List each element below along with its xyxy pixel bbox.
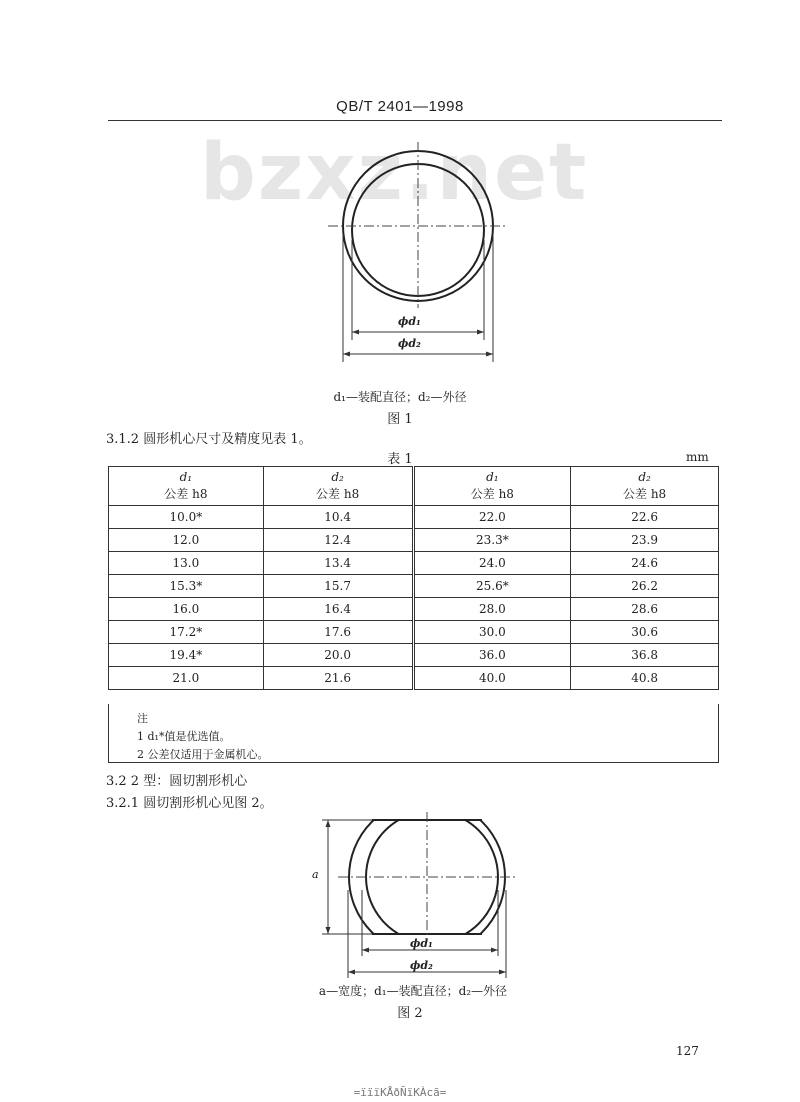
table-cell: 40.0 [413, 667, 571, 690]
table-cell: 13.0 [109, 552, 264, 575]
table-cell: 23.3* [413, 529, 571, 552]
header-cell: d₁ 公差 h8 [109, 467, 264, 506]
table-cell: 30.0 [413, 621, 571, 644]
figure-2-label-d2: ϕd₂ [410, 959, 433, 972]
table-row [109, 621, 719, 644]
table-cell: 10.0* [109, 506, 264, 529]
table-row [109, 506, 719, 529]
figure-1-drawing [310, 140, 530, 365]
table-cell: 28.0 [413, 598, 571, 621]
table-cell: 20.0 [263, 644, 413, 667]
footer-text: =ïïïKÅðÑïKÀcã= [353, 1086, 447, 1099]
notes-title: 注 [137, 712, 148, 725]
table-cell: 24.6 [571, 552, 719, 575]
table-1-unit: mm [686, 450, 709, 464]
page-number: 127 [676, 1044, 699, 1058]
figure-2-label-a: a [312, 868, 319, 881]
header-cell: d₂ 公差 h8 [571, 467, 719, 506]
figure-1-label-d2: ϕd₂ [398, 337, 421, 350]
table-cell: 15.3* [109, 575, 264, 598]
table-cell: 17.2* [109, 621, 264, 644]
figure-2-label-d1: ϕd₁ [410, 937, 433, 950]
table-cell: 30.6 [571, 621, 719, 644]
standard-header: QB/T 2401—1998 [336, 98, 464, 115]
table-1-title: 表 1 [387, 452, 413, 467]
table-row [109, 667, 719, 690]
note-1: 1 d₁*值是优选值。 [137, 730, 231, 743]
table-cell: 16.0 [109, 598, 264, 621]
table-cell: 17.6 [263, 621, 413, 644]
table-row [109, 575, 719, 598]
section-3-1-2: 3.1.2 圆形机心尺寸及精度见表 1。 [106, 432, 312, 447]
note-2: 2 公差仅适用于金属机心。 [137, 748, 269, 761]
table-1 [108, 466, 719, 690]
header-rule [108, 120, 722, 121]
figure-2-title: 图 2 [397, 1006, 423, 1021]
table-cell: 22.0 [413, 506, 571, 529]
watermark: bzxz.net [200, 128, 589, 218]
table-cell: 19.4* [109, 644, 264, 667]
figure-2-caption: a—宽度；d₁—装配直径；d₂—外径 [318, 984, 508, 998]
table-cell: 28.6 [571, 598, 719, 621]
figure-1-title: 图 1 [387, 412, 413, 427]
table-1-notes [108, 704, 719, 763]
table-cell: 36.8 [571, 644, 719, 667]
table-header-row [109, 467, 719, 506]
table-row [109, 552, 719, 575]
table-row [109, 644, 719, 667]
table-cell: 22.6 [571, 506, 719, 529]
table-cell: 25.6* [413, 575, 571, 598]
table-row [109, 598, 719, 621]
figure-1-caption: d₁—装配直径；d₂—外径 [333, 390, 467, 404]
table-cell: 10.4 [263, 506, 413, 529]
table-cell: 36.0 [413, 644, 571, 667]
figure-1-label-d1: ϕd₁ [398, 315, 421, 328]
table-cell: 26.2 [571, 575, 719, 598]
section-3-2: 3.2 2 型：圆切割形机心 [106, 774, 248, 789]
header-cell: d₂ 公差 h8 [263, 467, 413, 506]
table-cell: 12.4 [263, 529, 413, 552]
table-cell: 16.4 [263, 598, 413, 621]
table-cell: 23.9 [571, 529, 719, 552]
table-cell: 21.6 [263, 667, 413, 690]
header-cell: d₁ 公差 h8 [413, 467, 571, 506]
table-cell: 24.0 [413, 552, 571, 575]
table-cell: 21.0 [109, 667, 264, 690]
table-row [109, 529, 719, 552]
section-3-2-1: 3.2.1 圆切割形机心见图 2。 [106, 796, 273, 811]
table-cell: 13.4 [263, 552, 413, 575]
table-cell: 40.8 [571, 667, 719, 690]
table-cell: 12.0 [109, 529, 264, 552]
table-cell: 15.7 [263, 575, 413, 598]
